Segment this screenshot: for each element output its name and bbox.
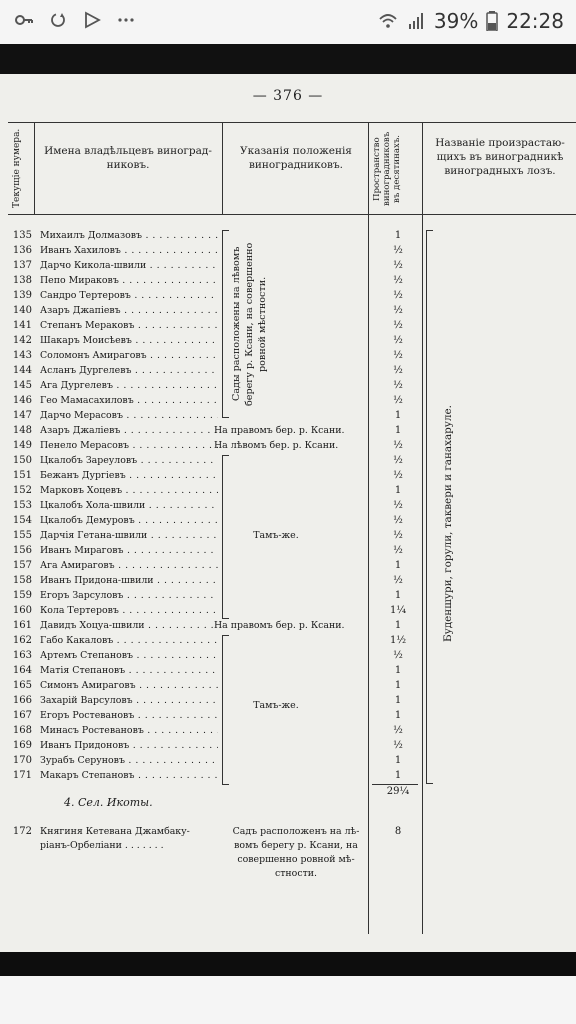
row-owner: Марковъ Хоцевъ . . . — [40, 485, 218, 496]
row-number: 165 — [12, 680, 32, 691]
location-note-c: На лѣвомъ бер. р. Ксани. — [214, 440, 339, 451]
section-heading: 4. Сел. Икоты. — [64, 796, 153, 809]
row-area: ½ — [393, 725, 403, 736]
row-area: ½ — [393, 320, 403, 331]
brace-group-a — [222, 230, 229, 418]
row-area: ½ — [393, 650, 403, 661]
clock: 22:28 — [506, 9, 564, 33]
header-bottom-line — [8, 214, 576, 215]
row-owner: Михаилъ Долмазовъ . . . — [40, 230, 218, 241]
header-location: Указанія положенія виноградниковъ. — [240, 145, 352, 171]
navigation-bar — [0, 976, 576, 1024]
row-area: 1 — [394, 695, 402, 706]
row-number: 150 — [12, 455, 32, 466]
row-number: 166 — [12, 695, 32, 706]
header-area: Пространство виноградниковъ въ десятинахъ. — [372, 131, 402, 207]
top-border — [0, 44, 576, 74]
total-area: 29¼ — [386, 786, 410, 797]
row-number: 142 — [12, 335, 32, 346]
play-store-icon — [82, 10, 102, 30]
row-number: 149 — [12, 440, 32, 451]
row-number: 136 — [12, 245, 32, 256]
row-area: ½ — [393, 440, 403, 451]
row-owner: Степанъ Мераковъ . . . — [40, 320, 218, 331]
row-area: 1 — [394, 410, 402, 421]
row-owner: Егоръ Ростевановъ . . . — [40, 710, 218, 721]
row-owner: Захарій Варсуловъ . . . — [40, 695, 218, 706]
row-owner: Бежанъ Дургіевъ . . . — [40, 470, 218, 481]
row-owner: Дарчо Киколa-швили . . . — [40, 260, 218, 271]
row-owner: Пепо Мираковъ . . . — [40, 275, 218, 286]
row-owner: Асланъ Дургелевъ . . . — [40, 365, 218, 376]
row-number: 139 — [12, 290, 32, 301]
row-area: 1 — [394, 485, 402, 496]
row-owner: Иванъ Придона-швили . . . — [40, 575, 218, 586]
row-owner: Соломонъ Амираговъ . . . — [40, 350, 218, 361]
row-owner: Дарчо Мерасовъ . . . — [40, 410, 218, 421]
row-owner: Макаръ Степановъ . . . — [40, 770, 218, 781]
row-number: 170 — [12, 755, 32, 766]
row-area: ½ — [393, 305, 403, 316]
row-area: 1 — [394, 230, 402, 241]
row-number: 169 — [12, 740, 32, 751]
row-area: ½ — [393, 260, 403, 271]
battery-icon — [486, 11, 498, 31]
brace-vines — [426, 230, 433, 784]
row-area: ½ — [393, 470, 403, 481]
location-note-d: Тамъ-же. — [253, 530, 299, 541]
row-number: 148 — [12, 425, 32, 436]
row-owner: Егоръ Зарсуловъ . . . — [40, 590, 218, 601]
row-number: 172 — [12, 826, 32, 837]
row-owner: Иванъ Хахиловъ . . . — [40, 245, 218, 256]
more-icon — [116, 10, 136, 30]
header-current-numbers: Текущіе нумера. — [12, 128, 22, 208]
row-owner: Артемъ Степановъ . . . — [40, 650, 218, 661]
row-area: 1 — [394, 710, 402, 721]
row-number: 143 — [12, 350, 32, 361]
row-area: 1 — [394, 560, 402, 571]
row-number: 146 — [12, 395, 32, 406]
row-number: 135 — [12, 230, 32, 241]
row-owner-line-1: Княгиня Кетевана Джамбаку- — [40, 826, 190, 837]
sync-icon — [48, 10, 68, 30]
row-owner: Сандро Тертеровъ . . . — [40, 290, 218, 301]
row-number: 151 — [12, 470, 32, 481]
row-area: 1 — [394, 665, 402, 676]
row-number: 145 — [12, 380, 32, 391]
row-area: ½ — [393, 380, 403, 391]
page-number: — 376 — — [252, 88, 324, 104]
row-number: 155 — [12, 530, 32, 541]
row-number: 157 — [12, 560, 32, 571]
row-area: 1¼ — [389, 605, 407, 616]
status-bar — [0, 0, 576, 44]
row-number: 158 — [12, 575, 32, 586]
row-area: 1 — [394, 590, 402, 601]
row-area: 1 — [394, 620, 402, 631]
row-area: 1 — [394, 755, 402, 766]
row-area: 1 — [394, 770, 402, 781]
signal-icon — [406, 11, 426, 31]
row-owner: Габо Какаловъ . . . — [40, 635, 218, 646]
row-owner: Ага Дургелевъ . . . — [40, 380, 218, 391]
row-area: 1 — [394, 425, 402, 436]
row-area: ½ — [393, 575, 403, 586]
row-area: ½ — [393, 455, 403, 466]
row-owner: Иванъ Придоновъ . . . — [40, 740, 218, 751]
row-number: 159 — [12, 590, 32, 601]
row-number: 153 — [12, 500, 32, 511]
row-owner: Матія Степановъ . . . — [40, 665, 218, 676]
row-owner: Ага Амираговъ . . . — [40, 560, 218, 571]
col-divider-4 — [422, 122, 423, 934]
row-owner-line-2: ріанъ-Орбеліани . . . . . . . — [40, 840, 164, 851]
location-note-f: Тамъ-же. — [253, 700, 299, 711]
row-owner: Зурабъ Серуновъ . . . — [40, 755, 218, 766]
row-owner: Цкалобъ Зареуловъ . . . — [40, 455, 218, 466]
col-divider-1 — [34, 122, 35, 214]
row-number: 167 — [12, 710, 32, 721]
location-note-e: На правомъ бер. р. Ксани. — [214, 620, 345, 631]
header-owner-names: Имена владѣльцевъ виноград- никовъ. — [44, 145, 212, 171]
row-area: ½ — [393, 530, 403, 541]
row-area: ½ — [393, 290, 403, 301]
col-divider-3 — [368, 122, 369, 934]
row-area: ½ — [393, 365, 403, 376]
row-area: 8 — [394, 826, 402, 837]
brace-group-d — [222, 455, 229, 619]
row-number: 164 — [12, 665, 32, 676]
row-owner: Гео Мамасахиловъ . . . — [40, 395, 218, 406]
row-number: 160 — [12, 605, 32, 616]
location-note-b: На правомъ бер. р. Ксани. — [214, 425, 345, 436]
row-number: 156 — [12, 545, 32, 556]
row-location-line-1: Садъ расположенъ на лѣ- — [232, 826, 360, 837]
row-area: ½ — [393, 395, 403, 406]
row-number: 141 — [12, 320, 32, 331]
row-area: ½ — [393, 500, 403, 511]
location-note-a: Сады расположены на лѣвомъ берегу р. Ксани, на совершенно ровной мѣстности. — [231, 242, 268, 406]
row-area: 1 — [394, 680, 402, 691]
row-owner: Цкалобъ Демуровъ . . . — [40, 515, 218, 526]
row-area: ½ — [393, 515, 403, 526]
row-owner: Иванъ Мираговъ . . . — [40, 545, 218, 556]
row-owner: Пенело Мерасовъ . . . — [40, 440, 218, 451]
key-icon — [14, 10, 34, 30]
row-number: 162 — [12, 635, 32, 646]
row-owner: Симонъ Амираговъ . . . — [40, 680, 218, 691]
row-number: 152 — [12, 485, 32, 496]
header-vine-names: Названіе произрастаю- щихъ въ виноградникѣ виноградныхъ лозъ. — [435, 137, 565, 177]
row-number: 168 — [12, 725, 32, 736]
row-number: 171 — [12, 770, 32, 781]
row-number: 140 — [12, 305, 32, 316]
table-top-line — [8, 122, 576, 123]
row-area: ½ — [393, 335, 403, 346]
row-location-line-3: совершенно ровной мѣ- — [237, 854, 355, 865]
bottom-border — [0, 952, 576, 976]
wifi-icon — [378, 11, 398, 31]
row-location-line-2: вомъ берегу р. Ксани, на — [234, 840, 358, 851]
row-area: ½ — [393, 245, 403, 256]
document-page[interactable] — [0, 74, 576, 952]
row-number: 163 — [12, 650, 32, 661]
row-area: 1½ — [389, 635, 407, 646]
row-owner: Азаръ Джаліевъ . . . — [40, 425, 218, 436]
row-owner: Азаръ Джапіевъ . . . — [40, 305, 218, 316]
total-rule — [372, 784, 418, 785]
row-area: ½ — [393, 350, 403, 361]
row-owner: Цкалобъ Хола-швили . . . — [40, 500, 218, 511]
row-area: ½ — [393, 275, 403, 286]
row-number: 138 — [12, 275, 32, 286]
vine-varieties: Буденшури, горули, таквери и ганахаруле. — [442, 405, 454, 643]
row-owner: Шакаръ Моисѣевъ . . . — [40, 335, 218, 346]
row-owner: Минасъ Ростевановъ . . . — [40, 725, 218, 736]
row-owner: Кола Тертеровъ . . . — [40, 605, 218, 616]
row-owner: Дарчія Гетана-швили . . . — [40, 530, 218, 541]
row-number: 161 — [12, 620, 32, 631]
row-number: 137 — [12, 260, 32, 271]
row-area: ½ — [393, 740, 403, 751]
row-owner: Давидъ Хоцуа-швили . . . — [40, 620, 218, 631]
row-location-line-4: стности. — [275, 868, 317, 879]
row-number: 147 — [12, 410, 32, 421]
battery-percent: 39% — [433, 9, 479, 33]
row-number: 144 — [12, 365, 32, 376]
row-area: ½ — [393, 545, 403, 556]
col-divider-2 — [222, 122, 223, 214]
brace-group-f — [222, 635, 229, 785]
row-number: 154 — [12, 515, 32, 526]
